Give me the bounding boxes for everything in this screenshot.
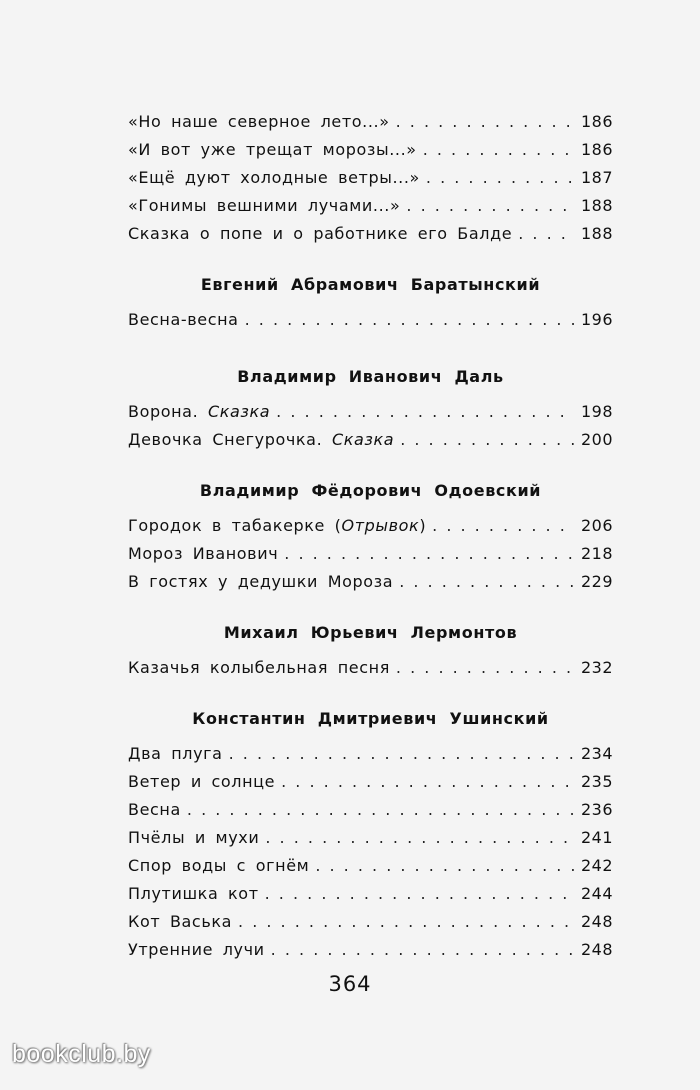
entry-title-text: Ворона. — [128, 402, 208, 421]
author-heading: Владимир Фёдорович Одоевский — [199, 481, 542, 500]
entry-title: Утренние лучи — [128, 940, 265, 959]
entry-title: Весна-весна — [128, 310, 239, 329]
toc-entry — [128, 426, 613, 454]
toc-entry — [128, 852, 613, 880]
entry-page: 241 — [580, 828, 613, 847]
author-heading: Михаил Юрьевич Лермонтов — [223, 623, 518, 642]
toc-entry — [128, 398, 613, 426]
toc-section — [128, 108, 613, 248]
dot-leader — [238, 908, 575, 936]
entry-page: 248 — [580, 940, 613, 959]
entry-page: 248 — [580, 912, 613, 931]
toc-section — [128, 476, 613, 596]
entry-page: 235 — [580, 772, 613, 791]
entry-title-text: Городок в табакерке ( — [128, 516, 342, 535]
entry-page: 187 — [580, 168, 613, 187]
toc-entry — [128, 306, 613, 334]
entry-page: 198 — [580, 402, 613, 421]
entry-page: 186 — [580, 140, 613, 159]
dot-leader — [284, 540, 575, 568]
toc-entry — [128, 164, 613, 192]
watermark: bookclub.by — [12, 1040, 151, 1068]
dot-leader — [426, 164, 575, 192]
dot-leader — [281, 768, 575, 796]
entry-page: 234 — [580, 744, 613, 763]
entry-page: 188 — [580, 224, 613, 243]
dot-leader — [396, 654, 575, 682]
table-of-contents — [128, 108, 613, 964]
toc-section — [128, 362, 613, 454]
author-heading: Владимир Иванович Даль — [237, 367, 504, 386]
dot-leader — [399, 568, 575, 596]
entry-title: Казачья колыбельная песня — [128, 658, 390, 677]
author-heading: Константин Дмитриевич Ушинский — [192, 709, 549, 728]
entry-title: «Ещё дуют холодные ветры...» — [128, 168, 420, 187]
toc-section — [128, 618, 613, 682]
entry-title-text: Девочка Снегурочка. — [128, 430, 332, 449]
toc-entry — [128, 108, 613, 136]
dot-leader — [265, 880, 575, 908]
dot-leader — [518, 220, 575, 248]
entry-title: В гостях у дедушки Мороза — [128, 572, 394, 591]
toc-entry — [128, 740, 613, 768]
entry-page: 186 — [580, 112, 613, 131]
entry-page: 196 — [580, 310, 613, 329]
toc-entry — [128, 136, 613, 164]
entry-title: Весна — [128, 800, 181, 819]
dot-leader — [406, 192, 575, 220]
dot-leader — [271, 936, 575, 964]
toc-section — [128, 704, 613, 964]
entry-title: Два плуга — [128, 744, 223, 763]
toc-entry — [128, 512, 613, 540]
entry-title — [128, 398, 270, 426]
toc-entry — [128, 880, 613, 908]
dot-leader — [423, 136, 575, 164]
toc-entry — [128, 936, 613, 964]
entry-title: Мороз Иванович — [128, 544, 279, 563]
toc-entry — [128, 192, 613, 220]
entry-title: Пчёлы и мухи — [128, 828, 260, 847]
dot-leader — [265, 824, 575, 852]
entry-title: Плутишка кот — [128, 884, 259, 903]
entry-page: 232 — [580, 658, 613, 677]
entry-title: «Гонимы вешними лучами...» — [128, 196, 401, 215]
entry-title: Ветер и солнце — [128, 772, 276, 791]
toc-entry — [128, 768, 613, 796]
toc-entry — [128, 220, 613, 248]
entry-page: 200 — [580, 430, 613, 449]
entry-title: Спор воды с огнём — [128, 856, 310, 875]
dot-leader — [187, 796, 575, 824]
toc-section — [128, 270, 613, 334]
entry-title: «Но наше северное лето...» — [128, 112, 390, 131]
entry-title: Кот Васька — [128, 912, 233, 931]
entry-page: 242 — [580, 856, 613, 875]
dot-leader — [432, 512, 575, 540]
dot-leader — [276, 398, 575, 426]
toc-entry — [128, 824, 613, 852]
dot-leader — [315, 852, 575, 880]
dot-leader — [229, 740, 575, 768]
entry-title: «И вот уже трещат морозы...» — [128, 140, 417, 159]
entry-page: 206 — [580, 516, 613, 535]
entry-page: 218 — [580, 544, 613, 563]
entry-title — [128, 426, 394, 454]
author-heading: Евгений Абрамович Баратынский — [200, 275, 541, 294]
entry-page: 229 — [580, 572, 613, 591]
toc-entry — [128, 908, 613, 936]
entry-page: 188 — [580, 196, 613, 215]
entry-title — [128, 512, 426, 540]
entry-title-suffix: ) — [419, 516, 427, 535]
entry-title: Сказка о попе и о работнике его Балде — [128, 224, 513, 243]
page-number: 364 — [328, 972, 372, 996]
entry-page: 244 — [580, 884, 613, 903]
dot-leader — [400, 426, 575, 454]
entry-genre-note: Отрывок — [341, 516, 420, 535]
toc-entry — [128, 540, 613, 568]
dot-leader — [396, 108, 575, 136]
dot-leader — [245, 306, 575, 334]
toc-entry — [128, 796, 613, 824]
toc-entry — [128, 568, 613, 596]
entry-page: 236 — [580, 800, 613, 819]
entry-genre-note: Сказка — [331, 430, 395, 449]
toc-entry — [128, 654, 613, 682]
entry-genre-note: Сказка — [207, 402, 271, 421]
